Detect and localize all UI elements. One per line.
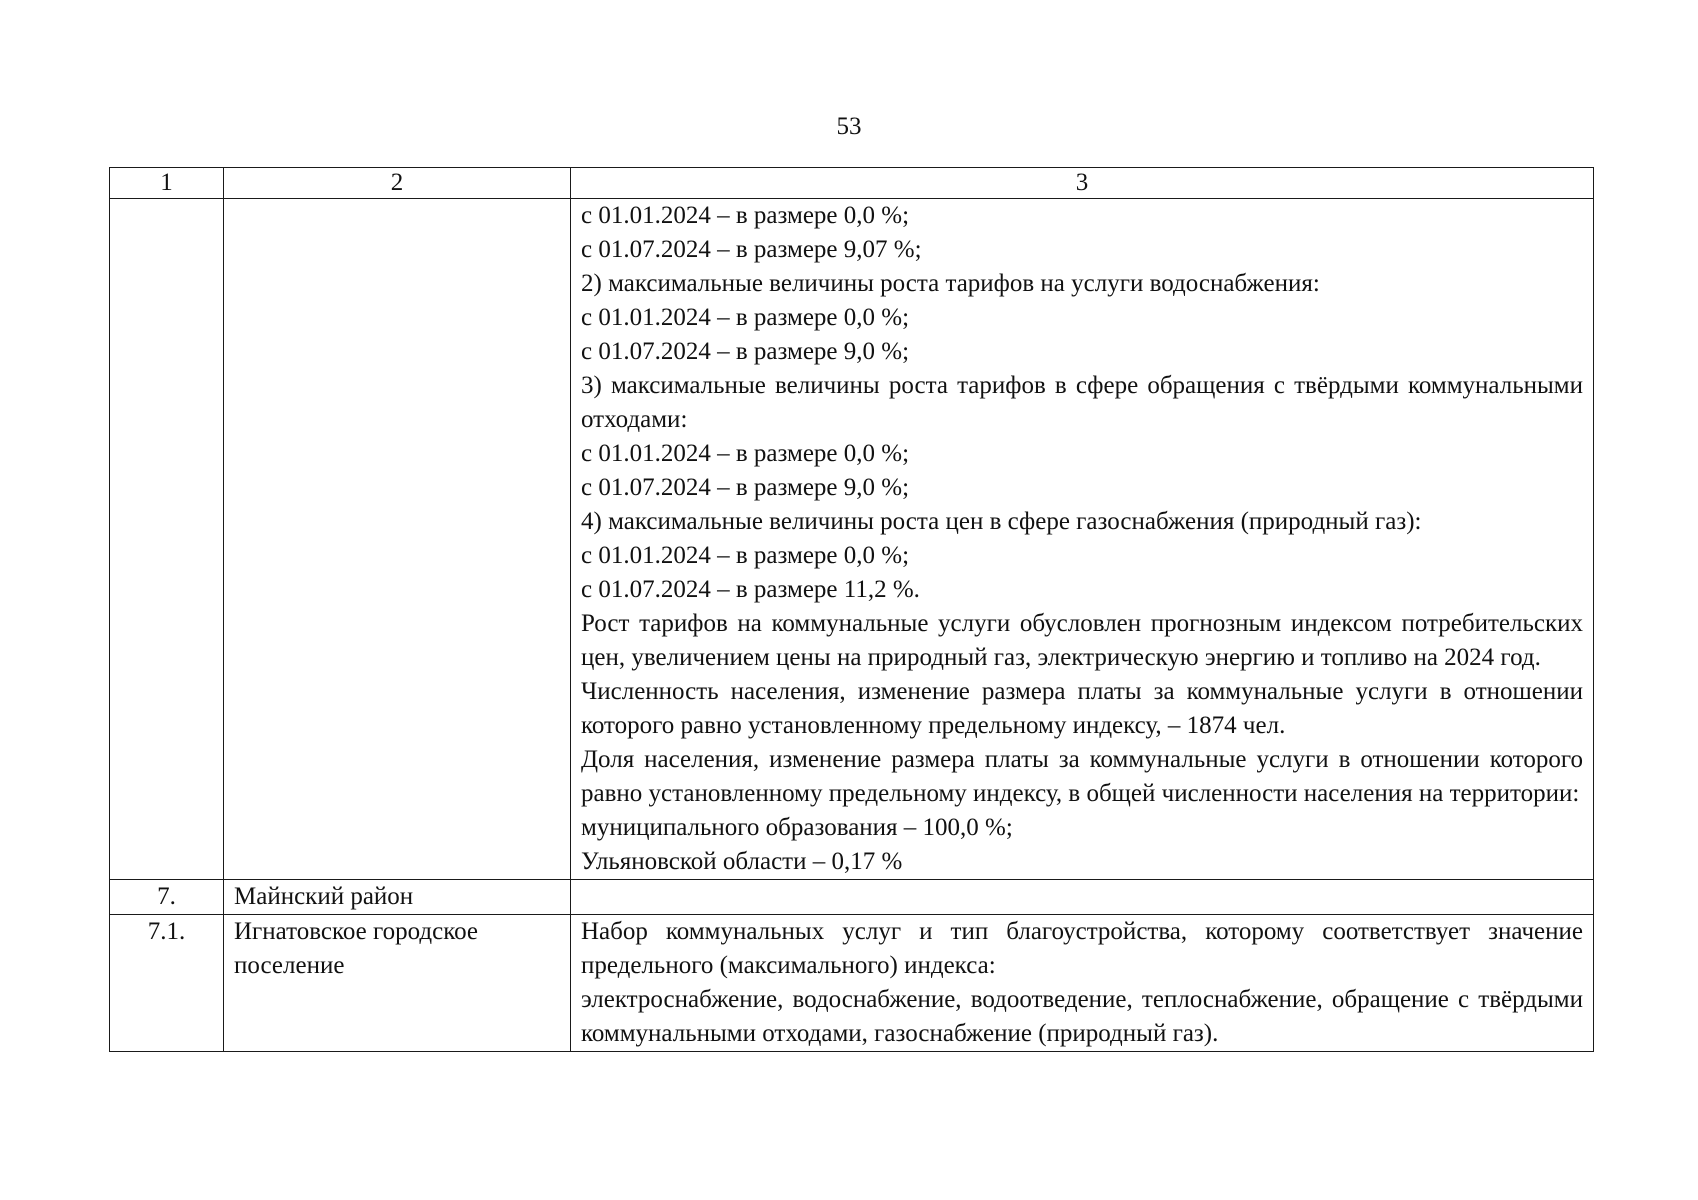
content-line: с 01.07.2024 – в размере 9,0 %; bbox=[581, 474, 910, 501]
content-line: 4) максимальные величины роста цен в сфере газоснабжения (природный газ): bbox=[581, 508, 1422, 535]
content-line: 2) максимальные величины роста тарифов на услуги водоснабжения: bbox=[581, 270, 1320, 297]
row-name-cell bbox=[224, 199, 571, 880]
content-line: с 01.01.2024 – в размере 0,0 %; bbox=[581, 304, 910, 331]
content-paragraph: 3) максимальные величины роста тарифов в сфере обращения с твёрдыми коммунальными отходами: bbox=[581, 372, 1583, 433]
content-line: с 01.07.2024 – в размере 9,07 %; bbox=[581, 236, 922, 263]
row-name-cell: Игнатовское городское поселение bbox=[224, 915, 571, 1052]
content-paragraph: Доля населения, изменение размера платы за коммунальные услуги в отношении которого равно установленному предельному индексу, в общей численности населения на территории: bbox=[581, 746, 1583, 807]
table-row bbox=[110, 880, 1594, 915]
row-number-cell bbox=[110, 199, 224, 880]
row-content-cell bbox=[571, 915, 1594, 1052]
row-number-cell: 7. bbox=[110, 880, 224, 915]
row-name-cell: Майнский район bbox=[224, 880, 571, 915]
content-line: с 01.07.2024 – в размере 9,0 %; bbox=[581, 338, 910, 365]
content-line: с 01.01.2024 – в размере 0,0 %; bbox=[581, 202, 910, 229]
content-line: Ульяновской области – 0,17 % bbox=[581, 848, 903, 875]
content-paragraph: Рост тарифов на коммунальные услуги обусловлен прогнозным индексом потребительских цен, увеличением цены на природный газ, электрическую энергию и топливо на 2024 год. bbox=[581, 610, 1583, 671]
content-line: с 01.01.2024 – в размере 0,0 %; bbox=[581, 440, 910, 467]
content-line: с 01.07.2024 – в размере 11,2 %. bbox=[581, 576, 920, 603]
tariff-table bbox=[109, 167, 1594, 1052]
table-row-continued bbox=[110, 199, 1594, 880]
content-paragraph: Набор коммунальных услуг и тип благоустройства, которому соответствует значение предельного (максимального) индекса: bbox=[581, 918, 1583, 979]
row-content-cell bbox=[571, 880, 1594, 915]
content-paragraph: Численность населения, изменение размера платы за коммунальные услуги в отношении которого равно установленному предельному индексу, – 1874 чел. bbox=[581, 678, 1583, 739]
header-col-3: 3 bbox=[571, 168, 1594, 199]
table-header-row bbox=[110, 168, 1594, 199]
row-content-cell bbox=[571, 199, 1594, 880]
content-line: с 01.01.2024 – в размере 0,0 %; bbox=[581, 542, 910, 569]
header-col-2: 2 bbox=[224, 168, 571, 199]
table-row bbox=[110, 915, 1594, 1052]
page-number: 53 bbox=[836, 113, 862, 140]
content-paragraph: электроснабжение, водоснабжение, водоотведение, теплоснабжение, обращение с твёрдыми коммунальными отходами, газоснабжение (природный газ). bbox=[581, 986, 1583, 1047]
header-col-1: 1 bbox=[110, 168, 224, 199]
row-number-cell: 7.1. bbox=[110, 915, 224, 1052]
content-line: муниципального образования – 100,0 %; bbox=[581, 814, 1013, 841]
